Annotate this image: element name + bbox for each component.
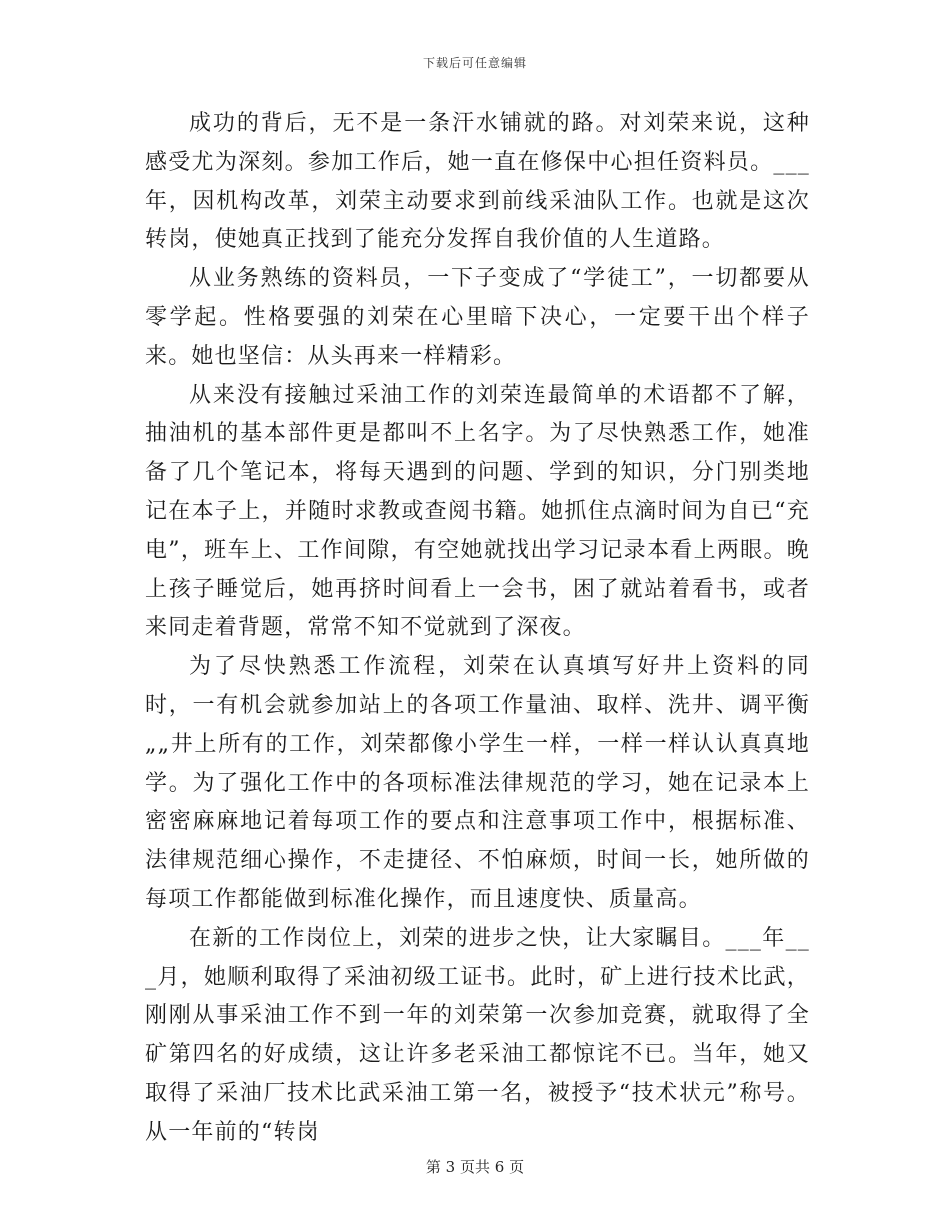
- paragraph-3: 从来没有接触过采油工作的刘荣连最简单的术语都不了解，抽油机的基本部件更是都叫不上名字。为了尽快熟悉工作，她准备了几个笔记本，将每天遇到的问题、学到的知识，分门别类地记在本子上，并随时求教或查阅书籍。她抓住点滴时间为自已“充电”，班车上、工作间隙，有空她就找出学习记录本看上两眼。晚上孩子睡觉后，她再挤时间看上一会书，困了就站着看书，或者来同走着背题，常常不知不觉就到了深夜。: [145, 382, 810, 641]
- paragraph-4: 为了尽快熟悉工作流程，刘荣在认真填写好井上资料的同时，一有机会就参加站上的各项工作量油、取样、洗井、调平衡„„井上所有的工作，刘荣都像小学生一样，一样一样认认真真地学。为了强化工作中的各项标准法律规范的学习，她在记录本上密密麻麻地记着每项工作的要点和注意事项工作中，根据标准、法律规范细心操作，不走捷径、不怕麻烦，时间一长，她所做的每项工作都能做到标准化操作，而且速度快、质量高。: [145, 654, 810, 912]
- paragraph-1: 成功的背后，无不是一条汗水铺就的路。对刘荣来说，这种感受尤为深刻。参加工作后，她一直在修保中心担任资料员。___年，因机构改革，刘荣主动要求到前线采油队工作。也就是这次转岗，使她真正找到了能充分发挥自我价值的人生道路。: [145, 111, 810, 253]
- paragraph-5: 在新的工作岗位上，刘荣的进步之快，让大家瞩目。___年___月，她顺利取得了采油初级工证书。此时，矿上进行技术比武，刚刚从事采油工作不到一年的刘荣第一次参加竞赛，就取得了全矿第四名的好成绩，这让许多老采油工都惊诧不已。当年，她又取得了采油厂技术比武采油工第一名，被授予“技术状元”称号。从一年前的“转岗: [145, 925, 810, 1145]
- document-body: [145, 105, 810, 1153]
- page-number: 第 3 页共 6 页: [425, 1158, 525, 1176]
- page-header-note: 下载后可任意编辑: [422, 56, 527, 70]
- paragraph-2: 从业务熟练的资料员，一下子变成了“学徒工”，一切都要从零学起。性格要强的刘荣在心里暗下决心，一定要干出个样子来。她也坚信：从头再来一样精彩。: [145, 266, 810, 369]
